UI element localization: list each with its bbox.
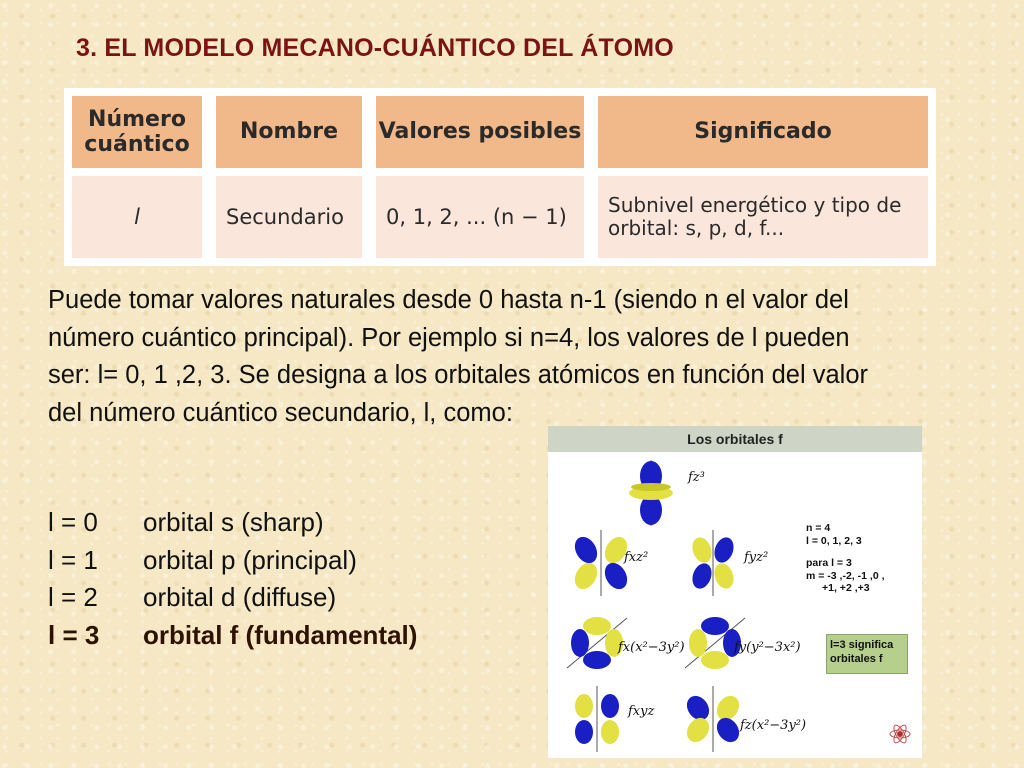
info-line: m = -3 ,-2, -1 ,0 ,: [806, 569, 885, 582]
cell-significado: Subnivel energético y tipo de orbital: s, p, d, f...: [598, 176, 928, 258]
orbital-desc: orbital s (sharp): [143, 507, 324, 537]
info-line: para l = 3: [806, 557, 852, 569]
label-fy: fy(y²−3x²): [734, 640, 801, 655]
list-item-highlight: [48, 617, 417, 655]
orbital-list: [48, 504, 417, 654]
header-numero-cuantico: Número cuántico: [72, 96, 202, 168]
label-fx: fx(x²−3y²): [618, 640, 685, 655]
cell-quantum-symbol: l: [72, 176, 202, 258]
cell-valores: 0, 1, 2, ... (n − 1): [376, 176, 584, 258]
atom-logo-icon: [888, 722, 912, 746]
info-line: +1, +2 ,+3: [822, 582, 870, 594]
info-line: l = 0, 1, 2, 3: [806, 534, 862, 547]
orbital-desc: orbital d (diffuse): [143, 582, 337, 612]
l-value: l = 3: [48, 619, 100, 650]
list-item: [48, 504, 417, 542]
f-orbitals-figure: [548, 426, 922, 758]
list-item: [48, 579, 417, 617]
quantum-number-table: [64, 88, 936, 266]
header-nombre: Nombre: [216, 96, 362, 168]
label-fz3: fz³: [688, 470, 705, 485]
label-fz: fz(x²−3y²): [740, 718, 807, 733]
list-item: [48, 542, 417, 580]
header-valores-posibles: Valores posibles: [376, 96, 584, 168]
quantum-info: [806, 522, 885, 595]
l-value: l = 1: [48, 544, 98, 575]
label-fxz2: fxz²: [624, 550, 649, 565]
note-box: l=3 significa orbitales f: [826, 634, 908, 674]
orbital-desc: orbital f (fundamental): [143, 619, 418, 650]
orbital-desc: orbital p (principal): [143, 544, 357, 575]
info-line: n = 4: [806, 522, 831, 534]
orbital-fz-image: [678, 684, 748, 754]
orbital-fz3-image: [616, 458, 686, 528]
orbital-fyz2-image: [678, 528, 748, 598]
description-paragraph: Puede tomar valores naturales desde 0 hasta n-1 (siendo n el valor del número cuántico principal). Por ejemplo si n=4, los valores de l pueden ser: l= 0, 1 ,2, 3. Se designa a los orbitales atómicos en función del valor del número cuántico secundario, l, como:: [48, 286, 869, 427]
header-significado: Significado: [598, 96, 928, 168]
l-value: l = 2: [48, 582, 98, 612]
label-fyz2: fyz²: [744, 550, 769, 565]
figure-title: Los orbitales f: [548, 426, 922, 452]
label-fxyz: fxyz: [628, 704, 655, 719]
l-value: l = 0: [48, 507, 98, 537]
orbital-fxyz-image: [562, 684, 632, 754]
cell-nombre: Secundario: [216, 176, 362, 258]
slide-title: 3. EL MODELO MECANO-CUÁNTICO DEL ÁTOMO: [76, 34, 674, 62]
